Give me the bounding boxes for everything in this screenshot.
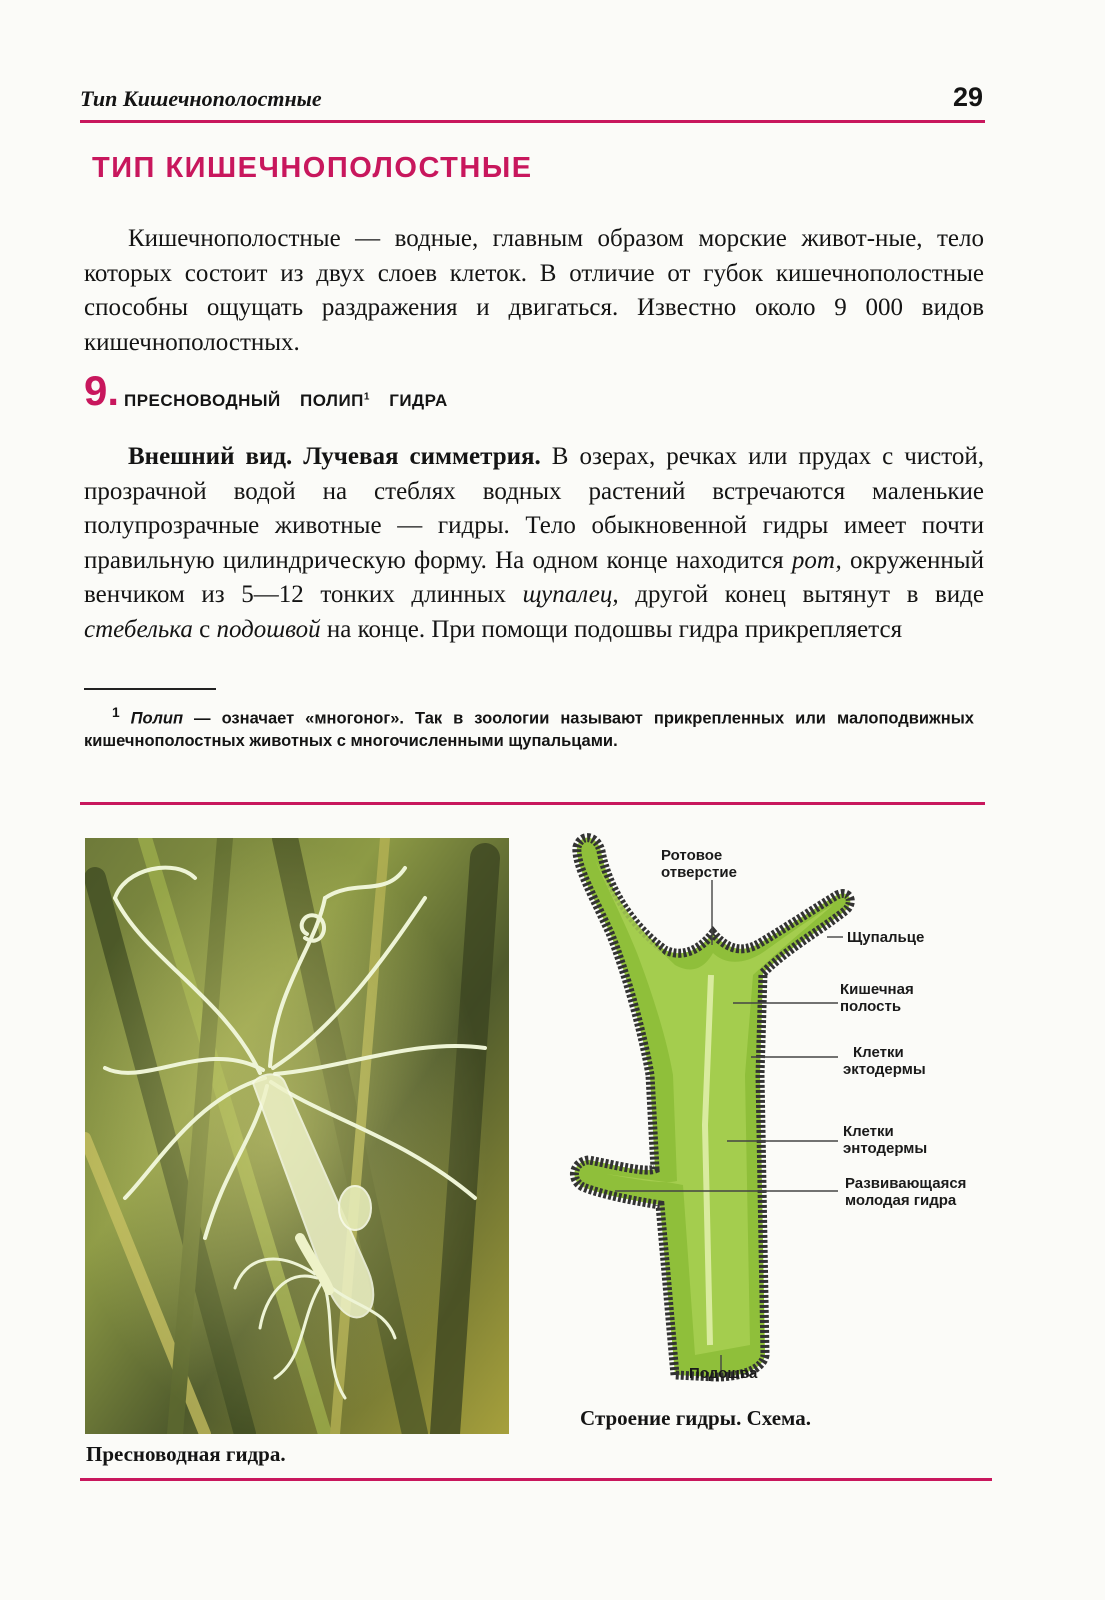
body-text: другой конец вытянут в виде — [618, 581, 984, 608]
label-mouth-line2: отверстие — [661, 864, 737, 881]
section-title-end: ГИДРА — [389, 391, 448, 410]
page-number: 29 — [952, 82, 983, 112]
label-gut-line1: Кишечная — [840, 981, 914, 998]
label-tentacle: Щупальце — [847, 929, 925, 946]
label-ectoderm-line1: Клетки — [853, 1044, 904, 1061]
hydra-structure-svg — [555, 825, 1025, 1385]
divider-bottom — [80, 1478, 992, 1481]
label-mouth — [661, 847, 737, 881]
footnote-reference[interactable]: 1 — [363, 391, 370, 403]
label-endoderm-line2: энтодермы — [843, 1140, 928, 1157]
divider-top — [80, 802, 985, 805]
label-sole: Подошва — [689, 1365, 758, 1382]
footnote-term: Полип — [130, 709, 184, 728]
term-mouth: рот, — [791, 546, 842, 574]
footnote-rule — [84, 688, 216, 690]
hydra-illustration-art — [85, 838, 509, 1434]
term-stalk: стебелька — [84, 615, 193, 643]
intro-paragraph: Кишечнополостные — водные, главным образом морские живот-ные, тело которых состоит из двух слоев клеток. В отличие от губок кишечнополостные способны ощущать раздражения и двигаться. Известно около 9 000 видов кишечнополостных. — [84, 225, 984, 356]
footnote-text: — означает «многоног». Так в зоологии называют прикрепленных или малоподвижных кишечнополостных животных с многочисленными щупальцами. — [84, 709, 974, 750]
body-text: окруженный венчиком из 5—12 тонких длинных — [84, 546, 984, 608]
body-text: В озерах, речках или прудах с чистой, прозрачной водой на стеблях водных растений встречаются маленькие полупрозрачные животные — гидры. Тело обыкновенной гидры имеет почти правильную цилиндрическую форму. На одном конце находится — [84, 443, 984, 574]
body-text: на конце. При помощи подошвы гидра прикрепляется — [320, 615, 903, 643]
label-bud-line2: молодая гидра — [845, 1192, 957, 1209]
label-bud-line1: Развивающаяся — [845, 1175, 967, 1192]
term-tentacles: щупалец, — [522, 581, 619, 608]
photo-caption: Пресноводная гидра. — [86, 1442, 286, 1466]
hydra-illustration — [85, 838, 509, 1434]
label-bud — [845, 1175, 966, 1209]
body-paragraph — [84, 440, 984, 647]
label-ectoderm — [843, 1044, 926, 1078]
hydra-structure-diagram — [555, 825, 1025, 1385]
label-endoderm-line1: Клетки — [843, 1123, 894, 1140]
run-in-heading: Внешний вид. Лучевая симметрия. — [128, 443, 541, 470]
label-ectoderm-line2: эктодермы — [843, 1061, 926, 1078]
diagram-caption: Строение гидры. Схема. — [580, 1406, 811, 1430]
running-head — [80, 82, 985, 123]
chapter-title: ТИП КИШЕЧНОПОЛОСТНЫЕ — [92, 152, 533, 184]
term-sole: подошвой — [216, 615, 321, 643]
label-endoderm — [843, 1123, 927, 1157]
section-title-text: ПРЕСНОВОДНЫЙ ПОЛИП — [124, 391, 364, 410]
label-gut-line2: полость — [840, 998, 902, 1015]
label-mouth-line1: Ротовое — [661, 847, 723, 864]
label-gut — [840, 981, 914, 1015]
footnote — [84, 702, 974, 752]
section-title — [124, 391, 448, 411]
footnote-mark: 1 — [112, 705, 120, 720]
running-title: Тип Кишечнополостные — [80, 86, 322, 111]
section-number: 9. — [84, 367, 120, 414]
body-text: с — [192, 615, 217, 643]
